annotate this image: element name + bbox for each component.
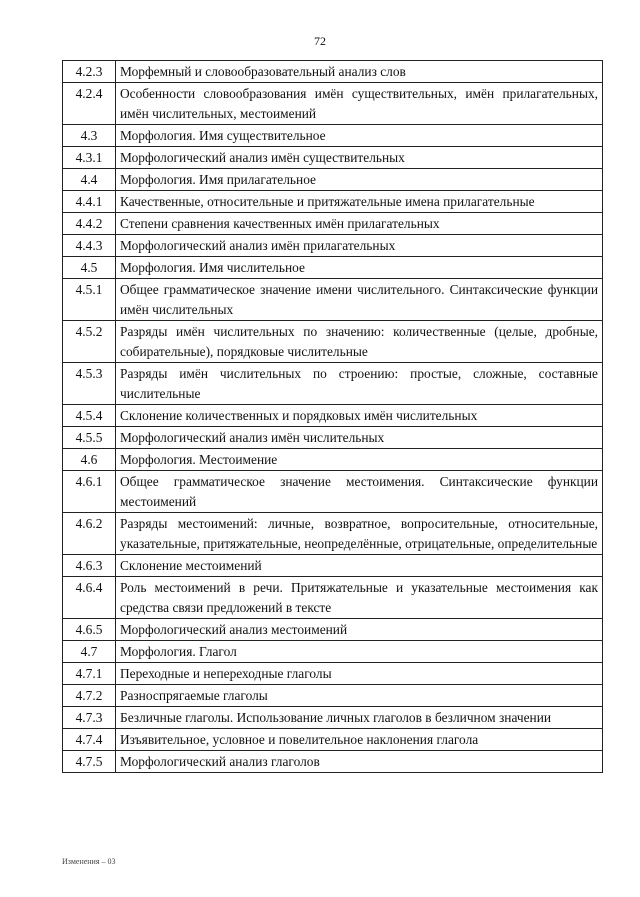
row-topic: Разряды имён числительных по значению: количественные (целые, дробные, собирательные), порядковые числительные [116, 321, 603, 363]
row-number: 4.7.1 [63, 663, 116, 685]
table-row [63, 191, 603, 213]
table-row [63, 555, 603, 577]
row-topic: Морфологический анализ местоимений [116, 619, 603, 641]
table-row [63, 279, 603, 321]
table-row [63, 169, 603, 191]
row-topic: Качественные, относительные и притяжательные имена прилагательные [116, 191, 603, 213]
row-topic: Общее грамматическое значение имени числительного. Синтаксические функции имён числительных [116, 279, 603, 321]
row-number: 4.5.5 [63, 427, 116, 449]
table-row [63, 83, 603, 125]
row-number: 4.7.3 [63, 707, 116, 729]
table-row [63, 513, 603, 555]
row-number: 4.2.4 [63, 83, 116, 125]
row-number: 4.7.2 [63, 685, 116, 707]
table-row [63, 449, 603, 471]
table-row [63, 213, 603, 235]
table-row [63, 751, 603, 773]
row-number: 4.6.1 [63, 471, 116, 513]
row-number: 4.7 [63, 641, 116, 663]
table-row [63, 729, 603, 751]
row-topic: Морфология. Имя числительное [116, 257, 603, 279]
row-number: 4.4.2 [63, 213, 116, 235]
row-topic: Морфология. Имя прилагательное [116, 169, 603, 191]
row-number: 4.6.2 [63, 513, 116, 555]
table-row [63, 363, 603, 405]
row-number: 4.2.3 [63, 61, 116, 83]
table-row [63, 707, 603, 729]
row-topic: Склонение количественных и порядковых имён числительных [116, 405, 603, 427]
row-topic: Степени сравнения качественных имён прилагательных [116, 213, 603, 235]
row-number: 4.4.3 [63, 235, 116, 257]
table-row [63, 641, 603, 663]
row-topic: Морфология. Местоимение [116, 449, 603, 471]
row-number: 4.7.5 [63, 751, 116, 773]
row-number: 4.6.4 [63, 577, 116, 619]
row-topic: Морфемный и словообразовательный анализ слов [116, 61, 603, 83]
table-row [63, 427, 603, 449]
row-topic: Морфологический анализ имён числительных [116, 427, 603, 449]
row-topic: Морфологический анализ глаголов [116, 751, 603, 773]
row-topic: Разряды местоимений: личные, возвратное, вопросительные, относительные, указательные, притяжательные, неопределённые, отрицательные, определительные [116, 513, 603, 555]
row-topic: Морфология. Имя существительное [116, 125, 603, 147]
row-number: 4.3.1 [63, 147, 116, 169]
row-topic: Разряды имён числительных по строению: простые, сложные, составные числительные [116, 363, 603, 405]
table-row [63, 663, 603, 685]
row-number: 4.5.1 [63, 279, 116, 321]
row-number: 4.3 [63, 125, 116, 147]
table-row [63, 405, 603, 427]
row-topic: Морфологический анализ имён существительных [116, 147, 603, 169]
table-row [63, 685, 603, 707]
row-topic: Переходные и непереходные глаголы [116, 663, 603, 685]
row-number: 4.6.3 [63, 555, 116, 577]
row-number: 4.4 [63, 169, 116, 191]
row-topic: Изъявительное, условное и повелительное наклонения глагола [116, 729, 603, 751]
page-number: 72 [314, 34, 326, 48]
row-topic: Морфологический анализ имён прилагательных [116, 235, 603, 257]
table-row [63, 471, 603, 513]
row-topic: Морфология. Глагол [116, 641, 603, 663]
row-topic: Склонение местоимений [116, 555, 603, 577]
table-row [63, 577, 603, 619]
curriculum-table [62, 60, 603, 773]
row-topic: Особенности словообразования имён существительных, имён прилагательных, имён числительных, местоимений [116, 83, 603, 125]
table-row [63, 321, 603, 363]
row-number: 4.6 [63, 449, 116, 471]
footer-revision: Изменения – 03 [62, 857, 116, 866]
table-row [63, 257, 603, 279]
row-number: 4.6.5 [63, 619, 116, 641]
row-topic: Роль местоимений в речи. Притяжательные и указательные местоимения как средства связи предложений в тексте [116, 577, 603, 619]
row-number: 4.5.2 [63, 321, 116, 363]
table-row [63, 61, 603, 83]
row-topic: Общее грамматическое значение местоимения. Синтаксические функции местоимений [116, 471, 603, 513]
row-number: 4.5 [63, 257, 116, 279]
row-number: 4.5.3 [63, 363, 116, 405]
row-number: 4.7.4 [63, 729, 116, 751]
table-row [63, 619, 603, 641]
row-number: 4.5.4 [63, 405, 116, 427]
row-number: 4.4.1 [63, 191, 116, 213]
table-row [63, 125, 603, 147]
row-topic: Разноспрягаемые глаголы [116, 685, 603, 707]
table-row [63, 147, 603, 169]
table-row [63, 235, 603, 257]
row-topic: Безличные глаголы. Использование личных глаголов в безличном значении [116, 707, 603, 729]
